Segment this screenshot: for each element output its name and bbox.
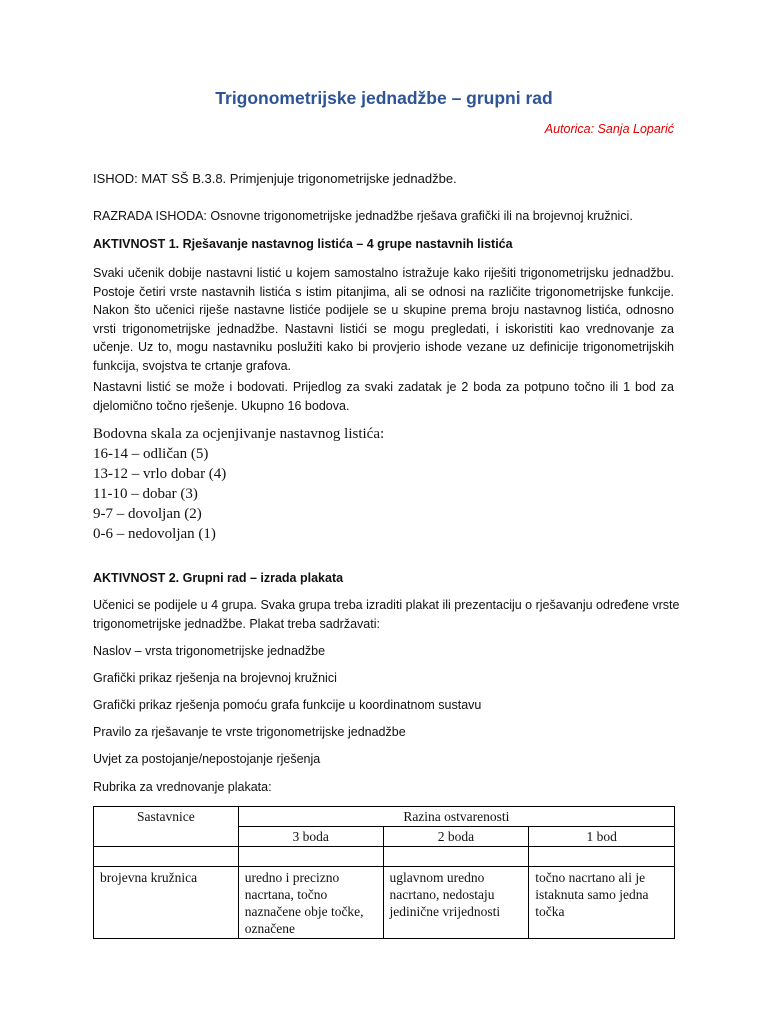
header-level-2: 2 boda [383,827,529,847]
document-title: Trigonometrijske jednadžbe – grupni rad [215,88,553,108]
header-level-1: 1 bod [529,827,675,847]
grading-scale-item: 0-6 – nedovoljan (1) [93,526,216,542]
poster-requirement-item: Naslov – vrsta trigonometrijske jednadžbe [93,644,326,658]
header-components: Sastavnice [94,807,239,847]
table-cell [94,847,239,867]
row-component-name: brojevna kružnica [94,867,239,939]
header-achievement-level: Razina ostvarenosti [238,807,674,827]
table-cell [238,847,383,867]
table-header-row [94,807,675,827]
author-line: Autorica: Sanja Loparić [544,122,674,136]
activity1-heading: AKTIVNOST 1. Rješavanje nastavnog listića – 4 grupe nastavnih listića [93,237,513,251]
row-level-2-desc: uglavnom uredno nacrtano, nedostaju jedinične vrijednosti [383,867,529,939]
razrada-line: RAZRADA ISHODA: Osnovne trigonometrijske jednadžbe rješava grafički ili na brojevnoj kružnici. [93,209,633,223]
grading-scale-heading: Bodovna skala za ocjenjivanje nastavnog listića: [93,426,385,442]
poster-requirement-item: Pravilo za rješavanje te vrste trigonometrijske jednadžbe [93,725,406,739]
grading-scale-item: 16-14 – odličan (5) [93,446,209,462]
table-cell [529,847,675,867]
activity2-heading: AKTIVNOST 2. Grupni rad – izrada plakata [93,571,344,585]
poster-requirement-item: Uvjet za postojanje/nepostojanje rješenja [93,752,321,766]
rubric-label: Rubrika za vrednovanje plakata: [93,780,272,794]
grading-scale-item: 9-7 – dovoljan (2) [93,506,202,522]
table-row-empty [94,847,675,867]
ishod-line: ISHOD: MAT SŠ B.3.8. Primjenjuje trigonometrijske jednadžbe. [93,171,457,186]
header-level-3: 3 boda [238,827,383,847]
grading-scale-item: 11-10 – dobar (3) [93,486,198,502]
poster-requirement-item: Grafički prikaz rješenja pomoću grafa funkcije u koordinatnom sustavu [93,698,482,712]
table-cell [383,847,529,867]
table-row [94,867,675,939]
row-level-1-desc: točno nacrtano ali je istaknuta samo jedna točka [529,867,675,939]
row-level-3-desc: uredno i precizno nacrtana, točno naznačene obje točke, označene [238,867,383,939]
activity2-intro: Učenici se podijele u 4 grupa. Svaka grupa treba izraditi plakat ili prezentaciju o rješavanju određene vrste trigonometrijske jednadžbe. Plakat treba sadržavati: [93,598,680,631]
poster-requirement-item: Grafički prikaz rješenja na brojevnoj kružnici [93,671,337,685]
grading-scale-item: 13-12 – vrlo dobar (4) [93,466,227,482]
activity1-paragraph-2: Nastavni listić se može i bodovati. Prijedlog za svaki zadatak je 2 boda za potpuno točno ili 1 bod za djelomično točno rješenje. Ukupno 16 bodova. [93,380,674,413]
rubric-table [93,806,675,939]
grading-scale [93,424,384,544]
activity1-paragraph-1: Svaki učenik dobije nastavni listić u kojem samostalno istražuje kako riješiti trigonometrijsku jednadžbu. Postoje četiri vrste nastavnih listića s istim pitanjima, ali se odnosi na različite trigonometrijske funkcije. Nakon što učenici riješe nastavne listiće podijele se u skupine prema broju nastavnog listića, odnosno vrsti trigonometrijske jednadžbe. Nastavni listići se mogu pregledati, i iskoristiti kao vrednovanje za učenje. Uz to, mogu nastavniku poslužiti kako bi provjerio ishode vezane uz definicije trigonometrijskih funkcija, svojstva te crtanje grafova. [93,266,674,373]
